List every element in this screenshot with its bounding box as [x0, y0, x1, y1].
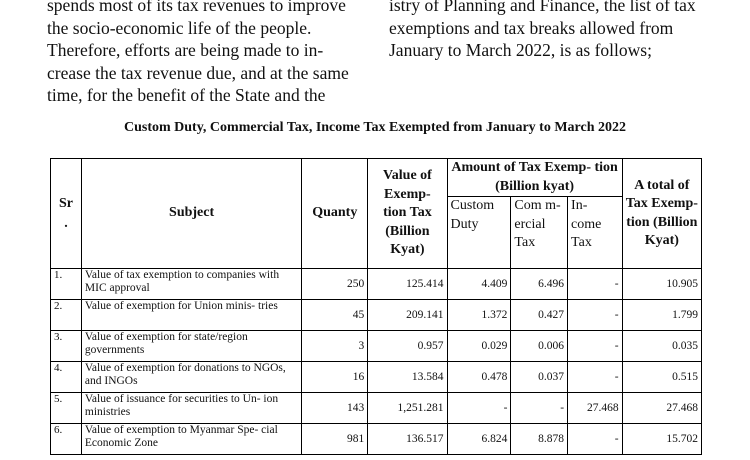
paragraph-line: istry of Planning and Finance, the list of tax	[389, 0, 696, 15]
table-row	[51, 424, 702, 455]
row-custom-duty: 1.372	[447, 300, 511, 331]
row-quantity: 16	[302, 362, 368, 393]
row-income-tax: -	[568, 269, 623, 300]
row-value: 13.584	[368, 362, 447, 393]
row-commercial-tax: -	[511, 393, 568, 424]
row-total: 15.702	[622, 424, 701, 455]
row-custom-duty: 6.824	[447, 424, 511, 455]
paragraph-line: spends most of its tax revenues to improve	[47, 0, 346, 15]
header-custom-duty: Custom Duty	[447, 197, 511, 269]
row-sr: 4.	[51, 362, 82, 393]
row-total: 1.799	[622, 300, 701, 331]
row-income-tax: -	[568, 424, 623, 455]
row-sr: 6.	[51, 424, 82, 455]
row-total: 10.905	[622, 269, 701, 300]
row-sr: 2.	[51, 300, 82, 331]
row-sr: 5.	[51, 393, 82, 424]
paragraph-line: time, for the benefit of the State and the	[47, 85, 326, 105]
paragraph-line: Therefore, efforts are being made to in-	[47, 40, 324, 60]
row-quantity: 250	[302, 269, 368, 300]
row-value: 209.141	[368, 300, 447, 331]
row-value: 136.517	[368, 424, 447, 455]
row-income-tax: 27.468	[568, 393, 623, 424]
table-row	[51, 300, 702, 331]
row-subject: Value of exemption for Union minis- tries	[81, 300, 301, 331]
row-sr: 1.	[51, 269, 82, 300]
row-quantity: 981	[302, 424, 368, 455]
header-quantity: Quanty	[302, 159, 368, 269]
row-sr: 3.	[51, 331, 82, 362]
row-commercial-tax: 0.037	[511, 362, 568, 393]
row-total: 0.515	[622, 362, 701, 393]
row-custom-duty: 4.409	[447, 269, 511, 300]
table-row	[51, 331, 702, 362]
table-row	[51, 269, 702, 300]
right-column-text	[389, 0, 701, 62]
row-value: 0.957	[368, 331, 447, 362]
row-custom-duty: 0.478	[447, 362, 511, 393]
paragraph-line: exemptions and tax breaks allowed from	[389, 17, 674, 38]
row-value: 1,251.281	[368, 393, 447, 424]
paragraph-line: the socio-economic life of the people.	[47, 17, 312, 38]
row-quantity: 3	[302, 331, 368, 362]
header-subject: Subject	[81, 159, 301, 269]
row-value: 125.414	[368, 269, 447, 300]
row-commercial-tax: 0.006	[511, 331, 568, 362]
table-row	[51, 362, 702, 393]
left-column-text	[47, 0, 361, 107]
row-commercial-tax: 0.427	[511, 300, 568, 331]
header-sr: Sr .	[51, 159, 82, 269]
table-row	[51, 393, 702, 424]
row-subject: Value of exemption for state/region governments	[81, 331, 301, 362]
tax-exemption-table	[50, 158, 702, 455]
row-quantity: 143	[302, 393, 368, 424]
row-custom-duty: -	[447, 393, 511, 424]
header-amount-group: Amount of Tax Exemp- tion (Billion kyat)	[447, 159, 622, 197]
header-income-tax: In- come Tax	[568, 197, 623, 269]
row-subject: Value of exemption for donations to NGOs, and INGOs	[81, 362, 301, 393]
row-commercial-tax: 6.496	[511, 269, 568, 300]
row-commercial-tax: 8.878	[511, 424, 568, 455]
row-subject: Value of issuance for securities to Un- ion ministries	[81, 393, 301, 424]
row-quantity: 45	[302, 300, 368, 331]
paragraph-line: crease the tax revenue due, and at the same	[47, 62, 349, 83]
row-total: 27.468	[622, 393, 701, 424]
row-subject: Value of exemption to Myanmar Spe- cial Economic Zone	[81, 424, 301, 455]
table-caption: Custom Duty, Commercial Tax, Income Tax Exempted from January to March 2022	[123, 120, 627, 135]
header-total: A total of Tax Exemp- tion (Billion Kyat)	[622, 159, 701, 269]
row-income-tax: -	[568, 300, 623, 331]
row-custom-duty: 0.029	[447, 331, 511, 362]
header-commercial-tax: Com m- ercial Tax	[511, 197, 568, 269]
row-subject: Value of tax exemption to companies with MIC approval	[81, 269, 301, 300]
row-income-tax: -	[568, 331, 623, 362]
row-income-tax: -	[568, 362, 623, 393]
header-value: Value of Exemp- tion Tax (Billion Kyat)	[368, 159, 447, 269]
paragraph-line: January to March 2022, is as follows;	[389, 40, 652, 60]
row-total: 0.035	[622, 331, 701, 362]
